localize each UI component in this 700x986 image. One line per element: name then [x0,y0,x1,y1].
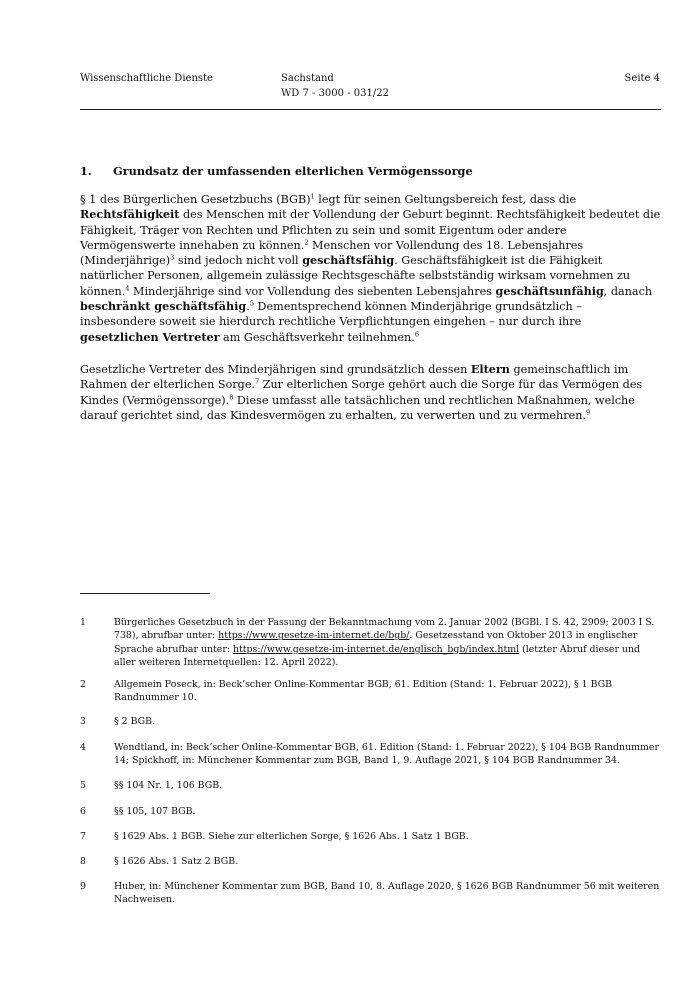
footnote-number: 8 [80,856,86,867]
footnote-ref: 5 [249,299,254,308]
footnote-text: § 1629 Abs. 1 BGB. Siehe zur elterlichen Sorge, § 1626 Abs. 1 Satz 1 BGB. [114,831,469,842]
p1-text: Dementsprechend können Minderjährige grundsätzlich – insbesondere soweit sie hierdurch rechtliche Verpflichtungen eingehen – nur durch ihre [80,300,582,329]
bold-term: Rechtsfähigkeit [80,207,180,222]
footnote-ref: 6 [414,329,419,338]
footnote-number: 5 [80,780,86,791]
footnote-8 [80,855,661,868]
footnote-ref: 4 [125,284,130,293]
p1-text: Menschen vor Vollendung des 18. Lebensjahres (Minderjährige) [80,238,584,268]
footnote-9 [80,880,661,907]
header-divider [80,109,661,110]
footnote-separator [80,593,210,594]
p1-text: legt für seinen Geltungsbereich fest, dass die [314,193,577,206]
footnote-ref: 1 [310,192,315,201]
bgb-link[interactable]: https://www.gesetze-im-internet.de/bgb/ [218,630,410,642]
footnote-3 [80,715,661,728]
footnote-number: 6 [80,806,86,817]
bold-term: gesetzlichen Vertreter [80,329,220,344]
p1-text: sind jedoch nicht voll [174,254,303,268]
header-document-type: Sachstand [281,73,334,84]
p2-text: Zur elterlichen Sorge gehört auch die Sorge für das Vermögen des Kindes (Vermögenssorge). [80,378,643,407]
footnote-number: 2 [80,679,86,690]
footnote-2 [80,678,661,705]
p1-text: am Geschäftsverkehr teilnehmen. [219,330,415,344]
footnote-ref: 7 [255,377,260,386]
p1-text: . [246,300,250,314]
body-paragraph-2 [80,362,661,423]
footnote-4 [80,741,661,768]
footnote-5 [80,779,661,792]
footnote-7 [80,830,661,843]
section-number: 1. [80,164,92,178]
footnote-text: Bürgerliches Gesetzbuch in der Fassung der Bekanntmachung vom 2. Januar 2002 (BGBl. I S. 42, 2909; 2003 I S. 738), abrufbar unter: https://www.gesetze-im-internet.de/bgb/. Gesetzesstand von Oktober 2013 in englischer Sprache abrufbar unter: https://www.gesetze-im-internet.de/englisch_bgb/index.html (letzter Abruf dieser und aller weiteren Internetquellen: 12. April 2022). [114,617,655,669]
p1-text: § 1 des Bürgerlichen Gesetzbuchs (BGB) [80,193,311,206]
footnote-text: § 2 BGB. [114,716,156,727]
footnote-ref: 2 [304,238,309,247]
p2-text: Gesetzliche Vertreter des Minderjährigen sind grundsätzlich dessen [80,363,471,376]
footnote-ref: 3 [170,253,175,262]
footnote-ref: 9 [585,408,591,417]
footnote-text: Wendtland, in: Beck’scher Online-Kommentar BGB, 61. Edition (Stand: 1. Februar 2022), § 104 BGB Randnummer 14; Spickhoff, in: Münchener Kommentar zum BGB, Band 1, 9. Auflage 2021, § 104 BGB Randnummer 34. [114,742,659,767]
p2-text: gemeinschaftlich im Rahmen der elterlichen Sorge. [80,363,629,392]
footnote-text: Allgemein Poseck, in: Beck’scher Online-Kommentar BGB, 61. Edition (Stand: 1. Februar 2022), § 1 BGB Randnummer 10. [114,679,613,704]
footnote-number: 1 [80,617,86,628]
body-paragraph-1 [80,192,661,345]
bold-term: geschäftsfähig [302,253,395,268]
footnote-ref: 8 [229,392,234,401]
p1-text: des Menschen mit der Vollendung der Geburt beginnt. Rechtsfähigkeit bedeutet die Fähigkeit, Träger von Rechten und Pflichten zu sein und somit Eigentum oder andere Vermögenswerte innehaben zu können. [80,208,661,252]
p1-text: . Geschäftsfähigkeit ist die Fähigkeit natürlicher Personen, allgemein zulässige Rechtsgeschäfte selbstständig wirksam vornehmen zu können. [80,254,631,298]
footnote-text: Huber, in: Münchener Kommentar zum BGB, Band 10, 8. Auflage 2020, § 1626 BGB Randnummer 56 mit weiteren Nachweisen. [114,881,660,906]
footnote-number: 7 [80,831,86,842]
footnote-number: 9 [80,881,86,892]
footnote-text: § 1626 Abs. 1 Satz 2 BGB. [114,856,239,867]
footnote-number: 3 [80,716,86,727]
header-reference-number: WD 7 - 3000 - 031/22 [281,88,389,99]
footnote-6 [80,805,661,818]
bgb-english-link[interactable]: https://www.gesetze-im-internet.de/englisch_bgb/index.html [232,643,520,655]
header-institution: Wissenschaftliche Dienste [80,73,213,84]
bold-term: Eltern [470,362,510,376]
footnote-1 [80,616,661,670]
header-page-number: Seite 4 [624,73,660,84]
p2-text: Diese umfasst alle tatsächlichen und rechtlichen Maßnahmen, welche darauf gerichtet sind, das Kindesvermögen zu erhalten, zu verwerten und zu vermehren. [80,393,635,422]
bold-term: geschäftsunfähig [495,283,604,298]
footnote-text: §§ 105, 107 BGB. [114,806,196,817]
section-title: Grundsatz der umfassenden elterlichen Vermögenssorge [113,164,473,178]
p1-text: , danach [603,284,653,298]
bold-term: beschränkt geschäftsfähig [80,299,247,314]
footnote-number: 4 [80,742,86,753]
section-heading [80,164,473,178]
footnote-text: §§ 104 Nr. 1, 106 BGB. [114,780,223,791]
p1-text: Minderjährige sind vor Vollendung des siebenten Lebensjahres [129,284,496,298]
